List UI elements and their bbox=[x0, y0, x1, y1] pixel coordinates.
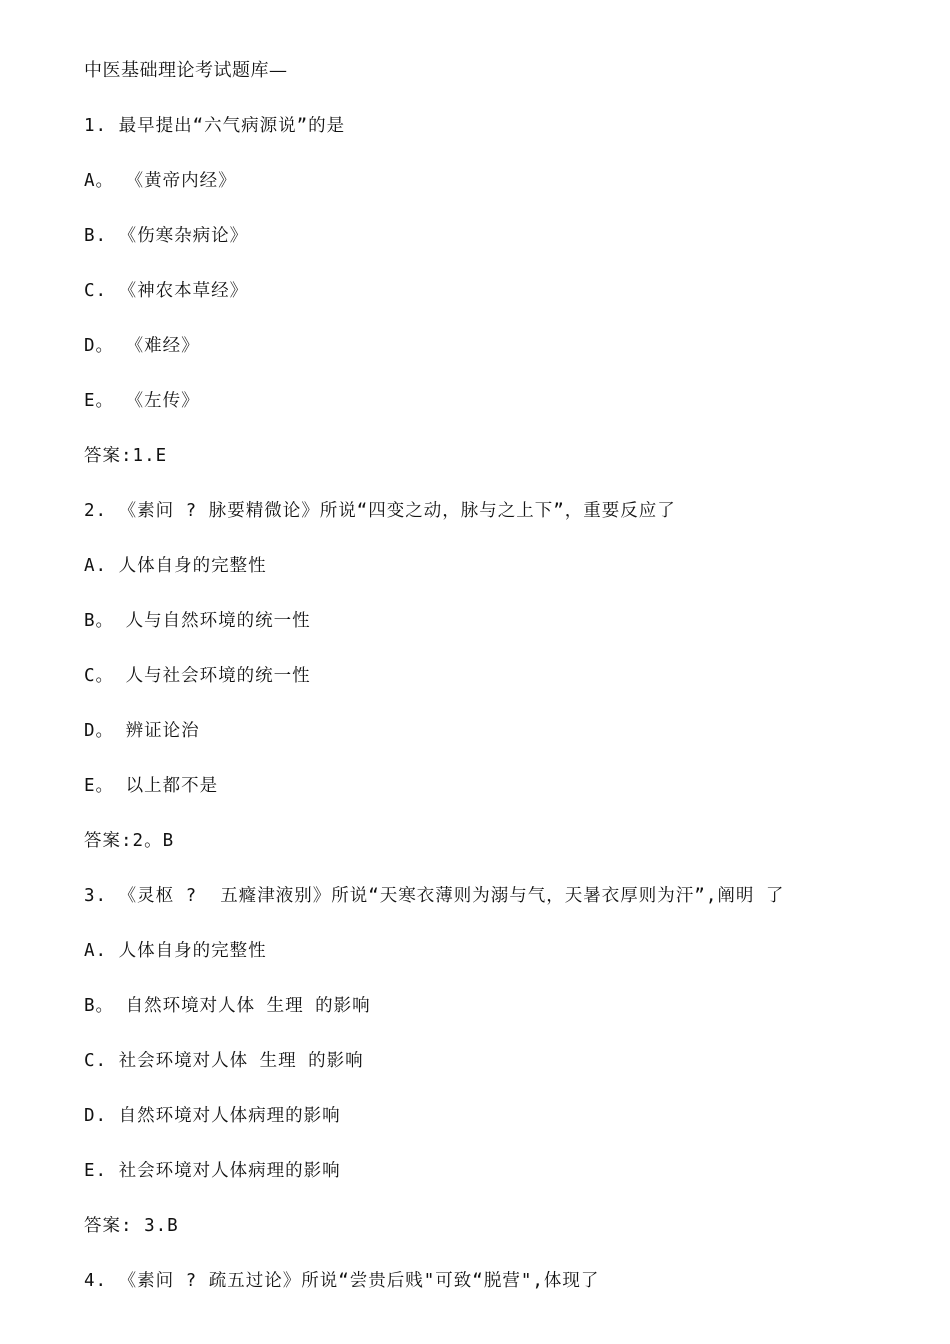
q1-option-b: B. 《伤寒杂病论》 bbox=[84, 226, 249, 246]
q3-option-a: A. 人体自身的完整性 bbox=[84, 941, 267, 961]
q1-answer: 答案:1.E bbox=[84, 446, 168, 466]
q3-option-c: C. 社会环境对人体 生理 的影响 bbox=[84, 1051, 364, 1071]
q1-option-d: D。 《难经》 bbox=[84, 336, 200, 356]
document-title: 中医基础理论考试题库— bbox=[84, 60, 288, 81]
q1-option-c: C. 《神农本草经》 bbox=[84, 281, 249, 301]
q3-option-b: B。 自然环境对人体 生理 的影响 bbox=[84, 996, 371, 1016]
q2-option-e: E。 以上都不是 bbox=[84, 776, 219, 796]
q2-option-b: B。 人与自然环境的统一性 bbox=[84, 611, 311, 631]
q2-option-c: C。 人与社会环境的统一性 bbox=[84, 666, 311, 686]
q1-option-a: A。 《黄帝内经》 bbox=[84, 171, 237, 191]
q2-answer: 答案:2。B bbox=[84, 831, 175, 851]
q3-option-e: E. 社会环境对人体病理的影响 bbox=[84, 1161, 341, 1181]
q1-option-e: E。 《左传》 bbox=[84, 391, 200, 411]
question-3: 3. 《灵枢 ? 五癃津液别》所说“天寒衣薄则为溺与气，天暑衣厚则为汗”,阐明 了 bbox=[84, 886, 785, 906]
q3-answer: 答案: 3.B bbox=[84, 1216, 179, 1236]
question-1: 1. 最早提出“六气病源说”的是 bbox=[84, 116, 346, 136]
question-4: 4. 《素问 ? 疏五过论》所说“尝贵后贱"可致“脱营",体现了 bbox=[84, 1271, 600, 1291]
q2-option-a: A. 人体自身的完整性 bbox=[84, 556, 267, 576]
q3-option-d: D. 自然环境对人体病理的影响 bbox=[84, 1106, 341, 1126]
q2-option-d: D。 辨证论治 bbox=[84, 721, 200, 741]
question-2: 2. 《素问 ? 脉要精微论》所说“四变之动，脉与之上下”，重要反应了 bbox=[84, 501, 676, 521]
